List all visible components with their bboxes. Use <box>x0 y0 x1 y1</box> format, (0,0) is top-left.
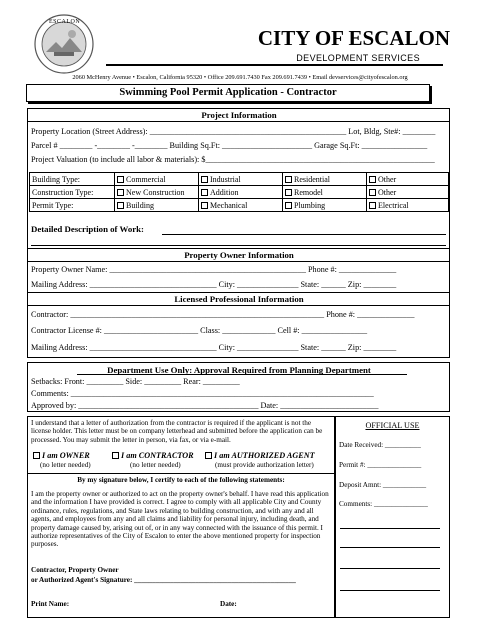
building-type-row <box>30 173 449 186</box>
parcel-field[interactable]: Parcel # ________ -________ -________ Building Sq.Ft: ______________________ Garage Sq.Ft: ________________ <box>31 141 428 150</box>
professional-heading: Licensed Professional Information <box>174 294 304 304</box>
property-location-field[interactable]: Property Location (Street Address): ________________________________________________ Lot, Bldg, Ste#: ________ <box>31 127 436 136</box>
signature-field[interactable]: or Authorized Agent's Signature: _____________________________________________ <box>31 576 296 584</box>
project-heading-rule <box>27 121 450 122</box>
option-commercial[interactable]: Commercial <box>115 173 199 186</box>
checkbox-icon[interactable] <box>117 202 124 209</box>
permit-number-field[interactable]: Permit #: _______________ <box>339 461 422 469</box>
official-line-1[interactable] <box>340 528 440 529</box>
contractor-checkbox[interactable]: I am CONTRACTOR <box>112 451 194 460</box>
option-plumbing[interactable]: Plumbing <box>283 199 367 212</box>
type-grid <box>29 172 449 212</box>
form-title: Swimming Pool Permit Application - Contractor <box>119 87 337 98</box>
authorization-text: I understand that a letter of authorization from the contractor is required if the applicant is not the license holder. This letter must be on company letterhead and submitted before the application can be processed. You may submit the letter in person, via fax, or via e-mail. <box>31 419 323 444</box>
agent-note: (must provide authorization letter) <box>215 461 314 469</box>
construction-type-label: Construction Type: <box>30 186 115 199</box>
certify-text: I am the property owner or authorized to act on the property owner's behalf. I have read this application and the information I have provided is correct. I agree to comply with all applicable City and County ordinance, rules, regulations, and State laws relating to building construction, and with any and all agents, and employees from any and all claims and liability for personal injury, including death, and property damage caused by, arising out of, or in any way connected with the issuance of this permit. I authorize representatives of the City of Escalon to enter the above mentioned property for inspection purposes. <box>31 490 329 549</box>
department-name: DEVELOPMENT SERVICES <box>296 53 420 63</box>
valuation-field[interactable]: Project Valuation (to include all labor & materials): $________________________________________________________ <box>31 155 435 164</box>
owner-heading-rule-top <box>27 248 450 249</box>
certify-heading: By my signature below, I certify to each of the following statements: <box>77 476 285 484</box>
pro-mailing-field[interactable]: Mailing Address: _______________________________ City: _______________ State: ______ Zip: ________ <box>31 343 397 352</box>
dept-comments-field[interactable]: Comments: __________________________________________________________________________ <box>31 389 374 398</box>
option-electrical[interactable]: Electrical <box>367 199 449 212</box>
header-rule <box>106 64 443 66</box>
seal-text: ESCALON <box>49 19 81 25</box>
permit-type-label: Permit Type: <box>30 199 115 212</box>
checkbox-icon[interactable] <box>369 176 376 183</box>
date-received-field[interactable]: Date Received: __________ <box>339 441 421 449</box>
owner-note: (no letter needed) <box>40 461 91 469</box>
building-type-label: Building Type: <box>30 173 115 186</box>
official-line-3[interactable] <box>340 568 440 569</box>
option-other-construction[interactable]: Other <box>367 186 449 199</box>
dept-heading: Department Use Only: Approval Required from Planning Department <box>107 365 371 375</box>
owner-name-field[interactable]: Property Owner Name: ________________________________________________ Phone #: ______________ <box>31 265 397 274</box>
checkbox-icon[interactable] <box>201 176 208 183</box>
checkbox-icon[interactable] <box>117 176 124 183</box>
pro-heading-rule-top <box>27 292 450 293</box>
owner-heading-rule <box>27 261 450 262</box>
city-seal <box>34 14 94 74</box>
option-addition[interactable]: Addition <box>199 186 283 199</box>
contact-address: 2060 McHenry Avenue • Escalon, California 95320 • Office 209.691.7430 Fax 209.691.7439 • Email devservices@cityofescalon.org <box>72 74 408 81</box>
certify-rule <box>27 473 335 474</box>
official-heading: OFFICIAL USE <box>365 421 420 430</box>
checkbox-icon[interactable] <box>285 202 292 209</box>
signature-label-1: Contractor, Property Owner <box>31 566 119 574</box>
option-industrial[interactable]: Industrial <box>199 173 283 186</box>
description-line-2[interactable] <box>31 245 446 246</box>
agent-checkbox[interactable]: I am AUTHORIZED AGENT <box>205 451 315 460</box>
checkbox-icon[interactable] <box>369 202 376 209</box>
city-name: CITY OF ESCALON <box>257 26 450 50</box>
permit-type-row <box>30 199 449 212</box>
contractor-field[interactable]: Contractor: ______________________________________________________________ Phone #: ______________ <box>31 310 415 319</box>
option-mechanical[interactable]: Mechanical <box>199 199 283 212</box>
checkbox-icon[interactable] <box>285 176 292 183</box>
owner-heading: Property Owner Information <box>184 250 294 260</box>
project-heading: Project Information <box>201 110 277 120</box>
deposit-amount-field[interactable]: Deposit Amnt: ____________ <box>339 481 427 489</box>
approved-by-field[interactable]: Approved by: ____________________________________________ Date: ________________________ <box>31 401 379 410</box>
option-new-construction[interactable]: New Construction <box>115 186 199 199</box>
option-building[interactable]: Building <box>115 199 199 212</box>
official-line-4[interactable] <box>340 590 440 591</box>
setbacks-field[interactable]: Setbacks: Front: _________ Side: _________ Rear: _________ <box>31 377 240 386</box>
checkbox-icon[interactable] <box>369 189 376 196</box>
checkbox-icon[interactable] <box>117 189 124 196</box>
owner-mailing-field[interactable]: Mailing Address: _______________________________ City: _______________ State: ______ Zip: ________ <box>31 280 397 289</box>
official-comments-field[interactable]: Comments: _______________ <box>339 500 428 508</box>
official-line-2[interactable] <box>340 547 440 548</box>
pro-heading-rule <box>27 305 450 306</box>
option-residential[interactable]: Residential <box>283 173 367 186</box>
construction-type-row <box>30 186 449 199</box>
checkbox-icon[interactable] <box>201 189 208 196</box>
owner-checkbox[interactable]: I am OWNER <box>33 451 90 460</box>
option-remodel[interactable]: Remodel <box>283 186 367 199</box>
contractor-note: (no letter needed) <box>130 461 181 469</box>
checkbox-icon[interactable] <box>201 202 208 209</box>
date-label: Date: <box>220 600 237 608</box>
license-field[interactable]: Contractor License #: _______________________ Class: _____________ Cell #: ________________ <box>31 326 368 335</box>
print-name-label: Print Name: <box>31 600 70 608</box>
option-other-building[interactable]: Other <box>367 173 449 186</box>
checkbox-icon[interactable] <box>285 189 292 196</box>
description-label: Detailed Description of Work: <box>31 224 144 234</box>
description-line-1[interactable] <box>162 234 446 235</box>
